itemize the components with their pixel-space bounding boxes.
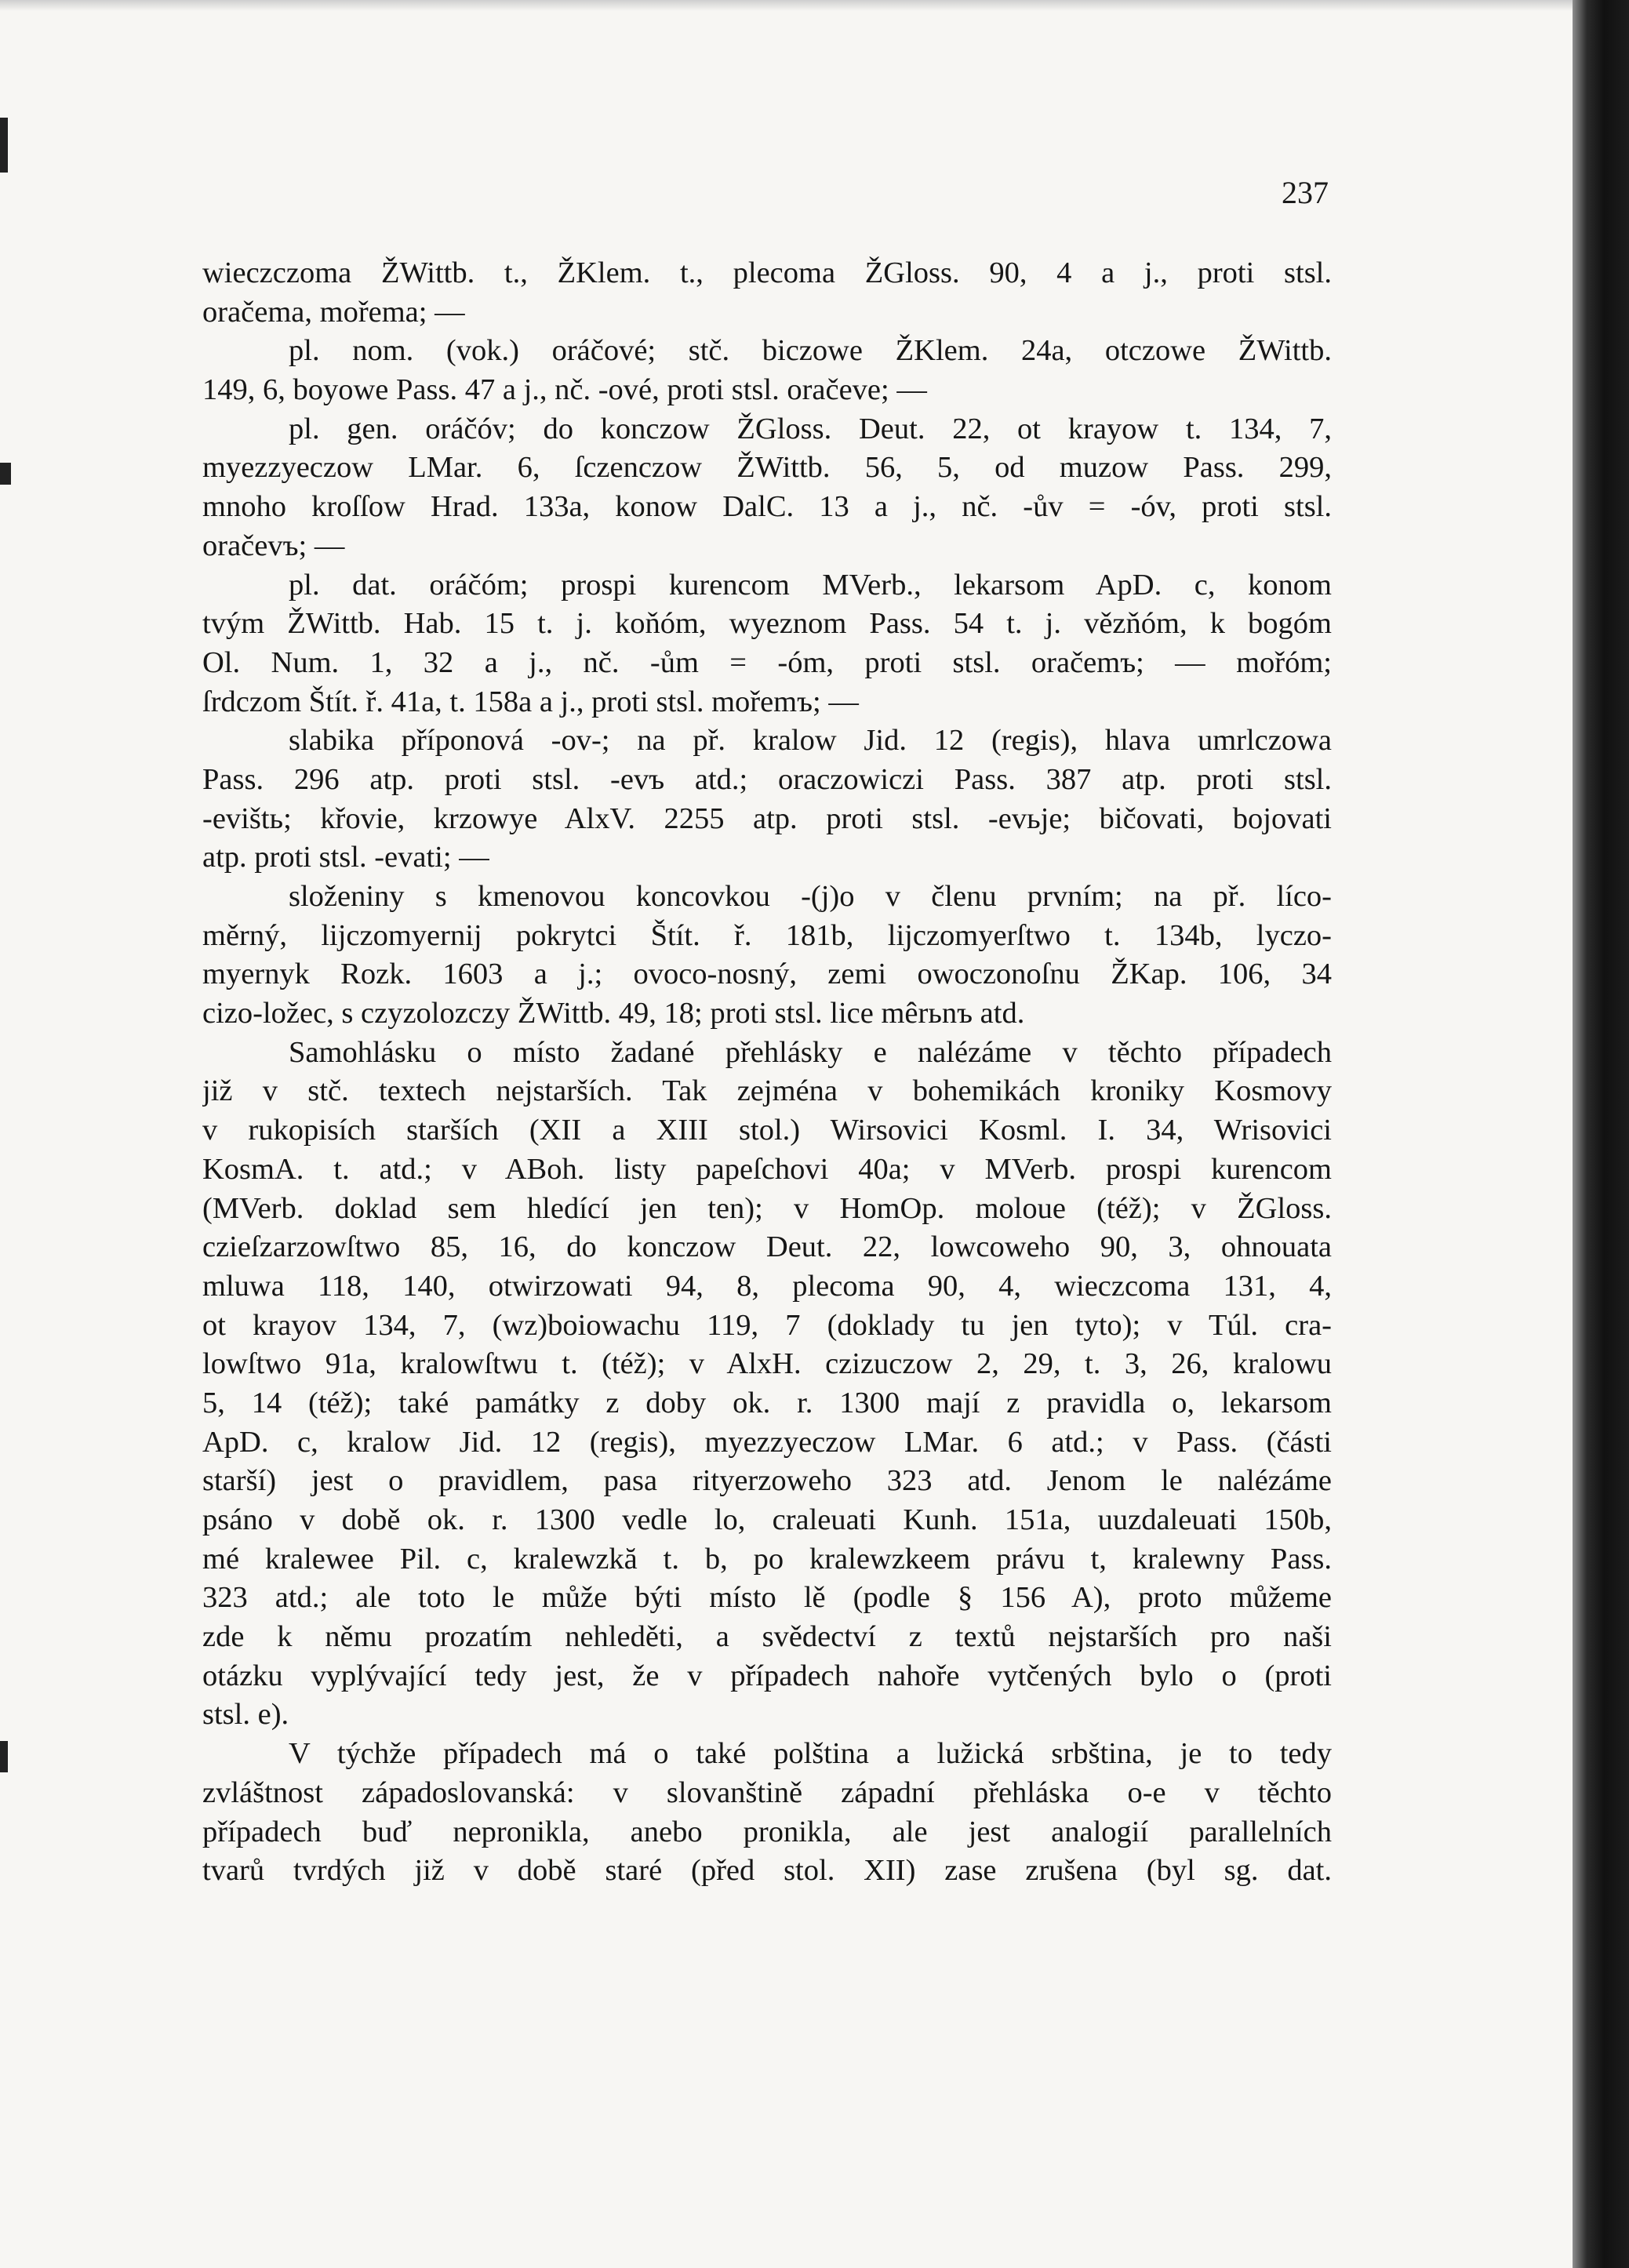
text-line: myezzyeczow LMar. 6, ſczenczow ŽWittb. 56, 5, od muzow Pass. 299,	[202, 451, 1332, 485]
text-line: -evištь; křovie, krzowye AlxV. 2255 atp. proti stsl. -evьje; bičovati, bojovati	[202, 801, 1332, 835]
text-line: zde k němu prozatím nehleděti, a svědectví z textů nejstarších pro naši	[202, 1620, 1332, 1654]
scan-mark	[0, 463, 11, 485]
text-line: Pass. 296 atp. proti stsl. -evъ atd.; oraczowiczi Pass. 387 atp. proti stsl.	[202, 762, 1332, 796]
text-line: mnoho kroſſow Hrad. 133a, konow DalC. 13 a j., nč. -ův = -óv, proti stsl.	[202, 490, 1332, 524]
text-line: případech buď nepronikla, anebo pronikla, ale jest analogií parallelních	[202, 1815, 1332, 1848]
text-line: 323 atd.; ale toto le může býti místo lě (podle § 156 A), proto můžeme	[202, 1581, 1332, 1615]
text-line: myernyk Rozk. 1603 a j.; ovoco-nosný, zemi owoczonoſnu ŽKap. 106, 34	[202, 958, 1332, 991]
text-line: czieſzarzowſtwo 85, 16, do konczow Deut. 22, lowcoweho 90, 3, ohnouata	[202, 1230, 1332, 1264]
text-line: ApD. c, kralow Jid. 12 (regis), myezzyeczow LMar. 6 atd.; v Pass. (části	[202, 1425, 1332, 1459]
scan-mark	[0, 118, 8, 173]
text-line: 5, 14 (též); také památky z doby ok. r. 1300 mají z pravidla o, lekarsom	[202, 1386, 1332, 1419]
scan-mark	[0, 1741, 8, 1772]
book-edge-right	[1573, 0, 1629, 2268]
text-line: mé kralewee Pil. c, kralewzkă t. b, po kralewzkeem právu t, kralewny Pass.	[202, 1542, 1332, 1576]
text-line: KosmA. t. atd.; v ABoh. listy papeſchovi 40a; v MVerb. prospi kurencom	[202, 1152, 1332, 1186]
text-line: oračema, mořema; —	[202, 295, 465, 329]
text-line: wieczczoma ŽWittb. t., ŽKlem. t., plecoma ŽGloss. 90, 4 a j., proti stsl.	[202, 256, 1332, 289]
text-line: 149, 6, boyowe Pass. 47 a j., nč. -ové, proti stsl. oračeve; —	[202, 373, 927, 407]
text-line: zvláštnost západoslovanská: v slovanštině západní přehláska o-e v těchto	[202, 1776, 1332, 1809]
text-line: již v stč. textech nejstarších. Tak zejména v bohemikách kroniky Kosmovy	[202, 1074, 1332, 1108]
text-line: psáno v době ok. r. 1300 vedle lo, craleuati Kunh. 151a, uuzdaleuati 150b,	[202, 1503, 1332, 1536]
text-line: cizo-ložec, s czyzolozczy ŽWittb. 49, 18; proti stsl. lice mêrьnъ atd.	[202, 997, 1025, 1030]
text-line: stsl. e).	[202, 1698, 289, 1732]
text-line: měrný, lijczomyernij pokrytci Štít. ř. 181b, lijczomyerſtwo t. 134b, lyczo-	[202, 918, 1332, 952]
text-line: pl. dat. oráčóm; prospi kurencom MVerb., lekarsom ApD. c, konom	[289, 568, 1332, 602]
text-line: složeniny s kmenovou koncovkou -(j)o v členu prvním; na př. líco-	[289, 880, 1332, 913]
body-text	[202, 254, 1332, 1891]
text-line: starší) jest o pravidlem, pasa rityerzoweho 323 atd. Jenom le nalézáme	[202, 1464, 1332, 1498]
text-line: tvým ŽWittb. Hab. 15 t. j. koňóm, wyeznom Pass. 54 t. j. vězňóm, k bogóm	[202, 607, 1332, 641]
text-line: pl. gen. oráčóv; do konczow ŽGloss. Deut. 22, ot krayow t. 134, 7,	[289, 412, 1332, 445]
text-line: mluwa 118, 140, otwirzowati 94, 8, plecoma 90, 4, wieczcoma 131, 4,	[202, 1269, 1332, 1303]
text-line: ot krayov 134, 7, (wz)boiowachu 119, 7 (doklady tu jen tyto); v Túl. cra-	[202, 1308, 1332, 1342]
page-number: 237	[1282, 175, 1329, 210]
text-line: tvarů tvrdých již v době staré (před stol. XII) zase zrušena (byl sg. dat.	[202, 1854, 1332, 1888]
text-line: Ol. Num. 1, 32 a j., nč. -ům = -óm, proti stsl. oračemъ; — mořóm;	[202, 645, 1332, 679]
text-line: ſrdczom Štít. ř. 41a, t. 158a a j., proti stsl. mořemъ; —	[202, 685, 859, 718]
text-line: oračevъ; —	[202, 529, 345, 562]
text-line: V týchže případech má o také polština a lužická srbština, je to tedy	[289, 1737, 1332, 1771]
page-top-shadow	[0, 0, 1629, 11]
text-line: otázku vyplývající tedy jest, že v případech nahoře vytčených bylo o (proti	[202, 1659, 1332, 1692]
text-line: slabika příponová -ov-; na př. kralow Jid. 12 (regis), hlava umrlczowa	[289, 724, 1332, 758]
text-line: (MVerb. doklad sem hledící jen ten); v HomOp. moloue (též); v ŽGloss.	[202, 1191, 1332, 1225]
text-line: pl. nom. (vok.) oráčové; stč. biczowe ŽKlem. 24a, otczowe ŽWittb.	[289, 334, 1332, 368]
text-line: lowſtwo 91a, kralowſtwu t. (též); v AlxH. czizuczow 2, 29, t. 3, 26, kralowu	[202, 1347, 1332, 1381]
text-line: atp. proti stsl. -evati; —	[202, 841, 489, 874]
text-line: Samohlásku o místo žadané přehlásky e nalézáme v těchto případech	[289, 1035, 1332, 1069]
text-line: v rukopisích starších (XII a XIII stol.) Wirsovici Kosml. I. 34, Wrisovici	[202, 1114, 1332, 1147]
